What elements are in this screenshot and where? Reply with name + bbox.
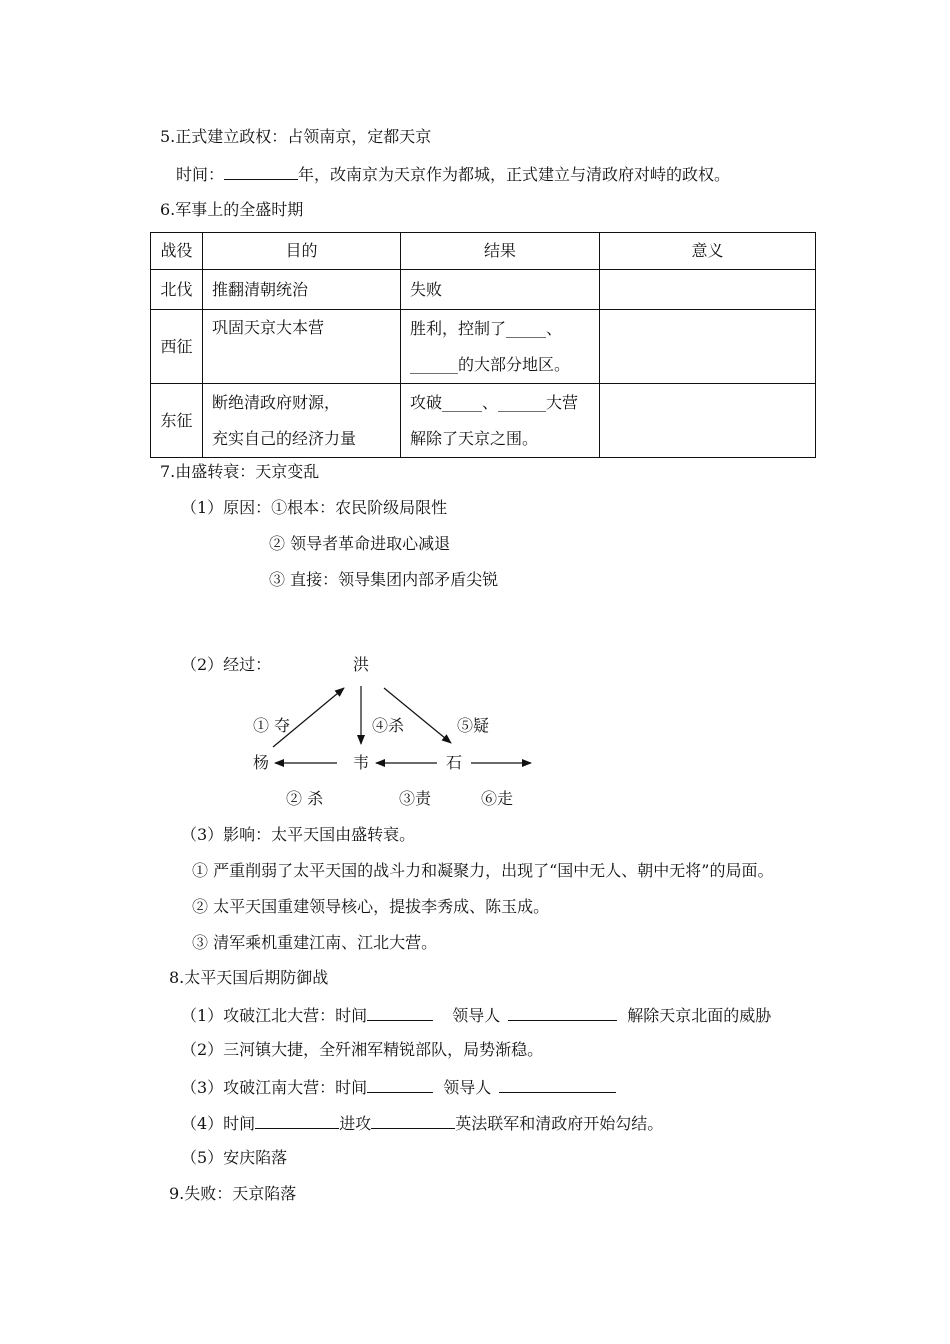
cause-line-1: （1）原因：①根本：农民阶级局限性	[181, 498, 448, 517]
time-prefix: 时间：	[176, 165, 225, 184]
leader-label: 领导人	[452, 1006, 501, 1025]
impact-1: ① 严重削弱了太平天国的战斗力和凝聚力，出现了“国中无人、朝中无将”的局面。	[192, 861, 774, 880]
time-suffix: 年，改南京为天京作为都城，正式建立与清政府对峙的政权。	[298, 165, 731, 184]
label-sha-4: ④杀	[372, 716, 405, 735]
goal-text: 巩固天京大本营	[212, 318, 325, 337]
leader-label: 领导人	[443, 1078, 492, 1097]
header-result: 结果	[401, 233, 600, 270]
item-1-tail: 解除天京北面的威胁	[627, 1006, 772, 1025]
section-6-title: 6.军事上的全盛时期	[160, 200, 304, 219]
label-ze-3: ③责	[399, 789, 432, 808]
item-3-text: （3）攻破江南大营：时间	[181, 1078, 368, 1097]
node-hong: 洪	[353, 655, 370, 674]
label-zou-6: ⑥走	[481, 789, 514, 808]
item-4-text: （4）时间	[181, 1114, 256, 1133]
battle-name: 西征	[151, 310, 203, 384]
label-yi-5: ⑤疑	[457, 716, 490, 735]
item-2: （2）三河镇大捷，全歼湘军精锐部队，局势渐稳。	[181, 1040, 544, 1059]
header-meaning: 意义	[600, 233, 816, 270]
label-sha-2: ② 杀	[286, 789, 324, 808]
leader-blank[interactable]	[499, 1076, 616, 1093]
time-blank[interactable]	[367, 1004, 433, 1021]
impact-2: ② 太平天国重建领导核心，提拔李秀成、陈玉成。	[192, 897, 550, 916]
battle-name: 北伐	[151, 270, 203, 310]
cause-line-3: ③ 直接：领导集团内部矛盾尖锐	[269, 570, 499, 589]
impact-3: ③ 清军乘机重建江南、江北大营。	[192, 933, 438, 952]
goal-text: 充实自己的经济力量	[212, 428, 357, 448]
node-wei: 韦	[353, 753, 370, 772]
process-label: （2）经过：	[181, 655, 272, 674]
item-5: （5）安庆陷落	[181, 1148, 288, 1167]
attack-label: 进攻	[339, 1114, 372, 1133]
item-3	[181, 1076, 616, 1098]
result-text: 攻破_____、______大营	[410, 392, 579, 412]
result-text: 解除了天京之围。	[410, 428, 539, 448]
node-shi: 石	[446, 753, 463, 772]
cause-line-2: ② 领导者革命进取心减退	[269, 534, 451, 553]
section-7-title: 7.由盛转衰：天京变乱	[160, 462, 320, 481]
result-text: 失败	[410, 279, 443, 299]
header-goal: 目的	[203, 233, 401, 270]
section-5-title: 5.正式建立政权：占领南京，定都天京	[160, 127, 432, 146]
label-duo: ① 夺	[253, 716, 291, 735]
node-yang: 杨	[253, 753, 270, 772]
item-4-tail: 英法联军和清政府开始勾结。	[455, 1114, 664, 1133]
section-9-title: 9.失败：天京陷落	[169, 1184, 297, 1203]
time-blank[interactable]	[255, 1112, 339, 1129]
goal-text: 断绝清政府财源，	[212, 392, 341, 412]
leader-blank[interactable]	[508, 1004, 617, 1021]
item-1-text: （1）攻破江北大营：时间	[181, 1006, 368, 1025]
target-blank[interactable]	[371, 1112, 455, 1129]
result-text: 胜利，控制了_____、	[410, 318, 563, 338]
goal-text: 推翻清朝统治	[212, 279, 309, 299]
result-text: ______的大部分地区。	[410, 354, 571, 374]
impact-label: （3）影响：太平天国由盛转衰。	[181, 825, 416, 844]
header-battle: 战役	[151, 233, 203, 270]
item-1	[181, 1004, 771, 1026]
time-blank[interactable]	[367, 1076, 433, 1093]
item-4	[181, 1112, 663, 1134]
section-8-title: 8.太平天国后期防御战	[169, 968, 329, 987]
battle-name: 东征	[151, 384, 203, 458]
